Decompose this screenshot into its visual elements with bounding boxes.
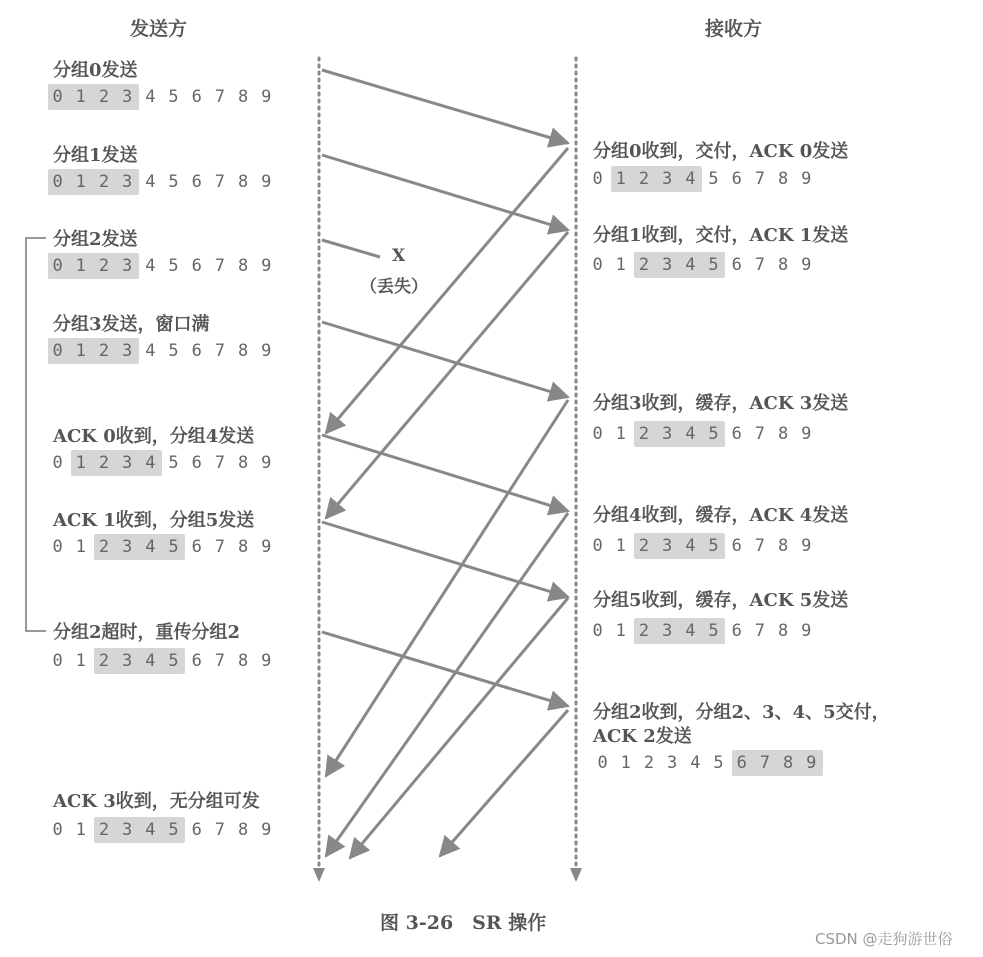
seq-number: 2 [643,753,655,773]
seq-number: 7 [754,255,766,275]
seq-number: 4 [685,536,696,556]
seq-number: 6 [191,537,202,557]
seq-number: 1 [75,537,86,557]
seq-number: 6 [191,453,202,473]
seq-number: 4 [145,172,156,192]
loss-mark: X [392,246,406,266]
seq-number: 4 [145,453,156,473]
seq-number: 9 [261,341,272,361]
seq-number: 2 [98,341,110,361]
sender-heading: 发送方 [130,18,188,40]
seq-number: 1 [615,621,626,641]
seq-number: 7 [214,87,226,107]
seq-number: 9 [261,820,272,840]
receiver-timeline-arrowhead [570,868,582,882]
packet-arrow [322,522,568,597]
seq-number: 7 [214,341,226,361]
receiver-heading: 接收方 [705,18,763,40]
seq-number: 7 [754,424,766,444]
seq-number: 6 [731,255,742,275]
sender-event-label: 分组2超时，重传分组2 [53,622,241,643]
seq-number: 1 [75,87,86,107]
seq-number: 0 [52,87,63,107]
seq-number: 8 [237,341,249,361]
seq-number: 5 [168,87,179,107]
seq-number: 1 [75,256,86,276]
seq-number: 8 [777,621,789,641]
seq-number: 0 [592,621,603,641]
seq-number: 2 [98,651,110,671]
seq-number: 9 [261,453,272,473]
receiver-event-label: 分组5收到，缓存，ACK 5发送 [593,590,849,611]
seq-number: 1 [615,536,626,556]
seq-number: 7 [214,256,226,276]
seq-number: 0 [52,172,63,192]
seq-number: 0 [52,651,63,671]
seq-number: 4 [690,753,701,773]
seq-number: 8 [237,87,249,107]
seq-number: 2 [638,169,650,189]
loss-label: （丢失） [360,277,428,297]
seq-number: 9 [261,256,272,276]
seq-number: 5 [168,341,179,361]
seq-number: 7 [754,536,766,556]
seq-number: 3 [122,341,133,361]
seq-number: 1 [615,169,626,189]
sender-event-label: ACK 1收到，分组5发送 [53,510,255,531]
seq-number: 5 [708,536,719,556]
seq-number: 6 [731,536,742,556]
receiver-event-label: 分组2收到，分组2、3、4、5交付， [593,702,890,723]
seq-number: 4 [145,651,156,671]
seq-number: 2 [98,820,110,840]
seq-number: 3 [662,424,673,444]
seq-number: 0 [597,753,608,773]
sender-seq-row [46,648,278,674]
seq-number: 9 [261,172,272,192]
receiver-event-label: 分组3收到，缓存，ACK 3发送 [593,393,849,414]
seq-number: 8 [237,172,249,192]
seq-number: 2 [638,621,650,641]
seq-number: 6 [191,341,202,361]
seq-number: 5 [168,453,179,473]
ack-arrow [326,400,568,776]
seq-number: 3 [122,256,133,276]
seq-number: 1 [75,341,86,361]
ack-arrow [440,710,568,856]
seq-number: 3 [662,255,673,275]
seq-number: 0 [52,820,63,840]
seq-number: 2 [98,87,110,107]
seq-number: 9 [801,536,812,556]
seq-number: 2 [638,536,650,556]
seq-number: 7 [214,172,226,192]
seq-number: 7 [214,537,226,557]
seq-number: 0 [52,453,63,473]
sender-timeline-arrowhead [313,868,325,882]
seq-number: 5 [713,753,724,773]
seq-number: 6 [191,256,202,276]
seq-number: 1 [620,753,631,773]
seq-number: 4 [685,255,696,275]
sender-seq-row [46,338,278,364]
sender-event-label: ACK 3收到，无分组可发 [53,791,260,812]
receiver-seq-row [586,533,818,559]
seq-number: 1 [615,424,626,444]
seq-number: 9 [801,169,812,189]
seq-number: 1 [75,172,86,192]
seq-number: 8 [237,820,249,840]
seq-number: 3 [667,753,678,773]
seq-number: 2 [98,537,110,557]
seq-number: 9 [261,87,272,107]
lost-packet-arrow [322,240,380,257]
seq-number: 5 [168,537,179,557]
seq-number: 9 [801,424,812,444]
seq-number: 6 [731,424,742,444]
sender-seq-row [46,169,278,195]
sender-event-label: 分组2发送 [53,229,138,250]
seq-number: 2 [638,424,650,444]
seq-number: 0 [52,256,63,276]
sender-seq-row [46,450,278,476]
watermark: CSDN @走狗游世俗 [815,930,953,948]
receiver-seq-row [586,252,818,278]
receiver-event-label: 分组4收到，缓存，ACK 4发送 [593,505,849,526]
receiver-event-label-line2: ACK 2发送 [593,726,692,747]
seq-number: 6 [731,169,742,189]
seq-number: 0 [52,537,63,557]
seq-number: 4 [145,87,156,107]
seq-number: 4 [145,820,156,840]
seq-number: 3 [122,172,133,192]
packet-arrow [322,435,568,511]
seq-number: 6 [191,651,202,671]
receiver-event-label: 分组0收到，交付，ACK 0发送 [593,141,849,162]
timeout-bracket [26,238,46,631]
seq-number: 8 [237,651,249,671]
seq-number: 9 [261,537,272,557]
sender-seq-row [46,253,278,279]
seq-number: 4 [145,537,156,557]
seq-number: 8 [777,424,789,444]
receiver-seq-row [586,421,818,447]
sender-event-label: 分组0发送 [53,60,138,81]
seq-number: 1 [615,255,626,275]
seq-number: 4 [685,621,696,641]
seq-number: 3 [662,169,673,189]
seq-number: 8 [777,255,789,275]
seq-number: 2 [98,172,110,192]
seq-number: 7 [214,820,226,840]
seq-number: 8 [777,169,789,189]
seq-number: 0 [592,536,603,556]
sender-seq-row [46,817,278,843]
seq-number: 3 [122,820,133,840]
seq-number: 6 [736,753,747,773]
seq-number: 5 [708,424,719,444]
seq-number: 0 [592,169,603,189]
seq-number: 2 [98,256,110,276]
seq-number: 6 [191,172,202,192]
sender-seq-row [46,84,278,110]
seq-number: 5 [708,169,719,189]
seq-number: 8 [237,537,249,557]
seq-number: 9 [261,651,272,671]
seq-number: 9 [801,621,812,641]
seq-number: 3 [122,651,133,671]
receiver-seq-row [591,750,823,776]
seq-number: 3 [122,537,133,557]
packet-arrow [322,70,568,143]
seq-number: 3 [662,621,673,641]
seq-number: 1 [75,453,86,473]
seq-number: 7 [214,453,226,473]
seq-number: 4 [145,341,156,361]
seq-number: 5 [708,621,719,641]
seq-number: 8 [777,536,789,556]
seq-number: 8 [237,453,249,473]
receiver-seq-row [586,166,818,192]
seq-number: 0 [52,341,63,361]
seq-number: 7 [759,753,771,773]
receiver-event-label: 分组1收到，交付，ACK 1发送 [593,225,849,246]
seq-number: 1 [75,651,86,671]
seq-number: 8 [237,256,249,276]
seq-number: 2 [638,255,650,275]
seq-number: 5 [168,820,179,840]
seq-number: 9 [806,753,817,773]
seq-number: 7 [754,169,766,189]
seq-number: 6 [191,820,202,840]
packet-arrow [322,322,568,397]
seq-number: 3 [122,87,133,107]
seq-number: 9 [801,255,812,275]
sender-event-label: 分组1发送 [53,145,138,166]
seq-number: 6 [191,87,202,107]
seq-number: 4 [685,169,696,189]
ack-arrow [326,513,568,856]
seq-number: 8 [782,753,794,773]
seq-number: 5 [168,256,179,276]
receiver-seq-row [586,618,818,644]
seq-number: 0 [592,255,603,275]
sender-event-label: 分组3发送，窗口满 [53,314,210,335]
figure-caption: 图 3-26 SR 操作 [380,912,547,934]
seq-number: 3 [662,536,673,556]
seq-number: 4 [685,424,696,444]
seq-number: 0 [592,424,603,444]
seq-number: 2 [98,453,110,473]
seq-number: 7 [754,621,766,641]
seq-number: 7 [214,651,226,671]
seq-number: 3 [122,453,133,473]
seq-number: 5 [168,651,179,671]
seq-number: 4 [145,256,156,276]
sender-seq-row [46,534,278,560]
ack-arrow [350,598,568,858]
seq-number: 6 [731,621,742,641]
sender-event-label: ACK 0收到，分组4发送 [53,426,255,447]
seq-number: 5 [708,255,719,275]
seq-number: 5 [168,172,179,192]
seq-number: 1 [75,820,86,840]
